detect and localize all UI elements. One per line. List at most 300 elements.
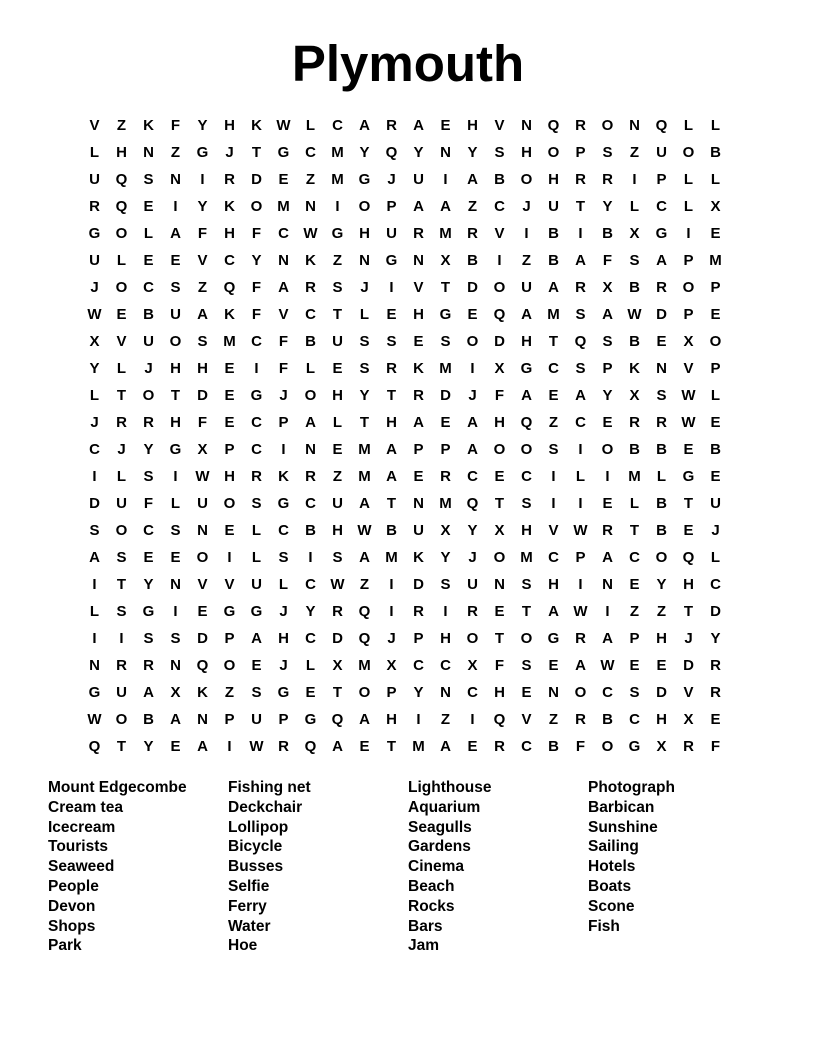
grid-letter: U [332,495,343,512]
grid-letter: R [413,387,424,404]
grid-letter: Y [359,387,370,404]
grid-letter: H [656,630,667,647]
grid-letter: C [143,522,154,539]
grid-letter: X [467,657,478,674]
grid-letter: P [629,630,640,647]
grid-letter: C [278,225,289,242]
grid-letter: O [709,333,722,350]
grid-letter: C [548,360,559,377]
grid-letter: O [115,711,128,728]
grid-letter: O [304,387,317,404]
grid-letter: O [574,684,587,701]
grid-letter: T [683,603,694,620]
grid-letter: I [524,225,529,242]
word-list-item: Cinema [408,858,464,876]
grid-letter: R [305,468,316,485]
grid-letter: L [305,657,316,674]
grid-letter: M [439,225,452,242]
grid-letter: Q [304,738,317,755]
word-list [48,778,768,956]
grid-letter: W [87,711,102,728]
grid-letter: B [143,306,154,323]
grid-letter: L [710,549,721,566]
grid-letter: C [656,198,667,215]
grid-letter: I [92,630,97,647]
word-list-item: Deckchair [228,798,303,816]
grid-letter: R [575,630,586,647]
grid-letter: S [521,576,532,593]
grid-letter: W [195,468,210,485]
grid-letter: I [470,360,475,377]
grid-letter: I [389,279,394,296]
word-list-item: Photograph [588,779,675,796]
grid-letter: E [386,306,397,323]
grid-letter: S [116,549,127,566]
grid-letter: I [92,576,97,593]
grid-letter: H [332,522,343,539]
grid-letter: R [116,657,127,674]
grid-letter: F [494,387,505,404]
grid-letter: X [170,684,181,701]
grid-letter: W [357,522,372,539]
grid-letter: N [602,576,613,593]
grid-letter: S [629,252,640,269]
grid-letter: V [197,252,208,269]
grid-letter: N [359,252,370,269]
grid-letter: N [656,360,667,377]
grid-letter: I [470,711,475,728]
grid-letter: I [308,549,313,566]
grid-letter: A [413,414,424,431]
grid-letter: D [494,333,505,350]
grid-letter: I [578,225,583,242]
grid-letter: R [467,603,478,620]
grid-letter: U [89,171,100,188]
grid-letter: S [170,522,181,539]
grid-letter: I [605,468,610,485]
grid-letter: L [251,549,262,566]
grid-letter: E [683,522,694,539]
grid-letter: G [250,387,263,404]
grid-letter: S [251,495,262,512]
grid-letter: J [279,657,288,674]
grid-letter: M [358,657,371,674]
grid-letter: G [223,603,236,620]
grid-letter: R [494,738,505,755]
word-list-item: Rocks [408,897,455,915]
grid-letter: C [467,684,478,701]
grid-letter: H [683,576,694,593]
grid-letter: S [548,441,559,458]
word-list-item: Fishing net [228,779,311,796]
grid-letter: R [386,360,397,377]
grid-letter: E [521,684,532,701]
grid-letter: S [494,144,505,161]
grid-letter: U [332,333,343,350]
grid-letter: O [601,117,614,134]
grid-letter: A [467,171,478,188]
grid-letter: C [521,468,532,485]
grid-letter: E [413,333,424,350]
grid-letter: L [710,387,721,404]
grid-letter: A [251,630,262,647]
grid-letter: N [197,522,208,539]
grid-letter: J [684,630,693,647]
grid-letter: I [578,495,583,512]
grid-letter: V [683,360,694,377]
grid-letter: W [600,657,615,674]
grid-letter: U [197,495,208,512]
grid-letter: U [656,144,667,161]
grid-letter: C [305,306,316,323]
grid-letter: O [466,630,479,647]
grid-letter: X [683,711,694,728]
grid-letter: P [386,198,397,215]
grid-letter: G [88,684,101,701]
grid-letter: U [710,495,721,512]
grid-letter: X [710,198,721,215]
grid-letter: B [710,144,721,161]
grid-letter: D [197,630,208,647]
grid-letter: J [522,198,531,215]
grid-letter: M [412,738,425,755]
grid-letter: I [281,441,286,458]
grid-letter: O [601,738,614,755]
grid-letter: Z [332,468,343,485]
word-list-item: Icecream [48,818,116,836]
grid-letter: R [251,468,262,485]
grid-letter: B [467,252,478,269]
grid-letter: U [467,576,478,593]
grid-letter: I [227,549,232,566]
grid-letter: E [332,360,343,377]
grid-letter: Q [115,198,128,215]
word-list-item: Selfie [228,877,270,895]
grid-letter: L [575,468,586,485]
grid-letter: U [386,225,397,242]
grid-letter: O [223,657,236,674]
grid-letter: N [305,441,316,458]
grid-letter: B [656,522,667,539]
grid-letter: O [115,522,128,539]
grid-letter: T [332,306,343,323]
grid-letter: E [440,117,451,134]
grid-letter: L [305,360,316,377]
grid-letter: L [629,198,640,215]
grid-letter: E [170,738,181,755]
grid-letter: P [278,711,289,728]
word-list-item: Beach [408,877,455,895]
grid-letter: Q [358,603,371,620]
grid-letter: R [413,603,424,620]
grid-letter: R [710,684,721,701]
grid-letter: S [143,630,154,647]
grid-letter: S [116,603,127,620]
word-list-item: Jam [408,937,440,955]
grid-letter: T [170,387,181,404]
grid-letter: Y [359,144,370,161]
grid-letter: O [655,549,668,566]
grid-letter: Q [682,549,695,566]
grid-letter: X [440,522,451,539]
grid-letter: M [628,468,641,485]
grid-letter: L [710,117,721,134]
grid-letter: C [251,414,262,431]
grid-letter: A [413,117,424,134]
word-list-item: Bars [408,917,443,935]
grid-letter: H [170,414,181,431]
grid-letter: G [439,306,452,323]
grid-letter: E [710,414,721,431]
grid-letter: Q [358,630,371,647]
grid-letter: M [439,495,452,512]
grid-letter: Y [143,738,154,755]
grid-letter: G [169,441,182,458]
grid-letter: I [335,198,340,215]
grid-letter: Q [493,711,506,728]
word-list-item: Fish [588,917,620,935]
grid-letter: E [629,657,640,674]
grid-letter: D [89,495,100,512]
grid-letter: L [359,306,370,323]
grid-letter: I [443,171,448,188]
grid-letter: H [440,630,451,647]
grid-letter: H [521,333,532,350]
grid-letter: R [305,279,316,296]
grid-letter: X [629,387,640,404]
word-list-item: Sailing [588,838,639,856]
grid-letter: Y [467,522,478,539]
grid-letter: H [116,144,127,161]
grid-letter: H [359,225,370,242]
grid-letter: H [386,711,397,728]
grid-letter: S [521,657,532,674]
grid-letter: A [359,711,370,728]
grid-letter: D [656,684,667,701]
grid-letter: H [224,468,235,485]
grid-letter: C [629,549,640,566]
grid-letter: J [360,279,369,296]
grid-letter: J [468,549,477,566]
grid-letter: A [359,495,370,512]
grid-letter: R [575,171,586,188]
grid-letter: B [305,333,316,350]
grid-letter: O [520,630,533,647]
grid-letter: Z [656,603,667,620]
grid-letter: C [629,711,640,728]
grid-letter: C [575,414,586,431]
grid-letter: M [358,468,371,485]
grid-letter: R [656,279,667,296]
grid-letter: L [251,522,262,539]
grid-letter: I [551,468,556,485]
grid-letter: A [197,306,208,323]
word-list-item: Hoe [228,937,258,955]
grid-letter: E [278,171,289,188]
grid-letter: G [682,468,695,485]
grid-letter: T [386,495,397,512]
grid-letter: M [520,549,533,566]
grid-letter: J [144,360,153,377]
grid-letter: E [656,657,667,674]
grid-letter: O [493,441,506,458]
grid-letter: E [710,468,721,485]
grid-letter: K [143,117,154,134]
grid-letter: Y [89,360,100,377]
grid-letter: E [143,549,154,566]
grid-letter: O [223,495,236,512]
grid-letter: A [467,441,478,458]
grid-letter: J [279,387,288,404]
grid-letter: R [143,414,154,431]
grid-letter: E [251,657,262,674]
grid-letter: C [548,549,559,566]
grid-letter: Z [305,171,316,188]
grid-letter: G [304,711,317,728]
word-list-column [228,778,408,956]
grid-letter: E [305,684,316,701]
grid-letter: C [143,279,154,296]
grid-letter: R [143,657,154,674]
grid-letter: B [494,171,505,188]
grid-letter: P [413,441,424,458]
grid-letter: Y [440,549,451,566]
grid-letter: R [656,414,667,431]
grid-letter: O [493,279,506,296]
grid-letter: S [521,495,532,512]
grid-letter: X [494,360,505,377]
grid-letter: S [602,144,613,161]
grid-letter: F [494,657,505,674]
grid-letter: A [440,738,451,755]
grid-letter: H [467,117,478,134]
grid-letter: C [602,684,613,701]
grid-letter: Z [548,711,559,728]
grid-letter: C [710,576,721,593]
word-list-item: Sunshine [588,818,658,836]
grid-letter: E [332,441,343,458]
grid-letter: I [92,468,97,485]
grid-letter: W [330,576,345,593]
grid-letter: Y [143,576,154,593]
grid-letter: B [710,441,721,458]
grid-letter: L [89,144,100,161]
word-list-item: Boats [588,877,632,895]
grid-letter: V [521,711,532,728]
grid-letter: K [305,252,316,269]
grid-letter: W [627,306,642,323]
grid-letter: I [605,603,610,620]
grid-letter: H [386,414,397,431]
grid-letter: T [629,522,640,539]
word-list-item: Bicycle [228,838,283,856]
grid-letter: N [548,684,559,701]
grid-letter: N [629,117,640,134]
grid-letter: A [602,630,613,647]
grid-letter: K [224,198,235,215]
grid-letter: B [602,225,613,242]
grid-letter: L [89,603,100,620]
grid-letter: C [278,522,289,539]
grid-letter: U [143,333,154,350]
grid-letter: F [602,252,613,269]
grid-letter: F [197,414,208,431]
grid-letter: N [170,576,181,593]
word-list-item: Shops [48,917,96,935]
grid-letter: X [602,279,613,296]
grid-letter: F [278,333,289,350]
grid-letter: E [710,225,721,242]
grid-letter: I [173,468,178,485]
grid-letter: Z [170,144,181,161]
grid-letter: O [682,279,695,296]
grid-letter: T [386,387,397,404]
grid-letter: C [440,657,451,674]
grid-letter: B [656,495,667,512]
grid-letter: B [629,333,640,350]
grid-letter: G [142,603,155,620]
grid-letter: C [467,468,478,485]
grid-letter: S [359,360,370,377]
grid-letter: H [548,576,559,593]
grid-letter: A [413,198,424,215]
grid-letter: O [358,684,371,701]
grid-letter: W [87,306,102,323]
grid-letter: B [656,441,667,458]
grid-letter: F [251,306,262,323]
grid-letter: S [575,360,586,377]
grid-letter: X [656,738,667,755]
grid-letter: Z [359,576,370,593]
grid-letter: S [440,576,451,593]
grid-letter: V [494,225,505,242]
grid-letter: N [440,144,451,161]
word-list-column [588,778,768,956]
grid-letter: D [413,576,424,593]
grid-letter: M [547,306,560,323]
grid-letter: F [251,279,262,296]
grid-letter: A [332,738,343,755]
grid-letter: T [116,738,127,755]
grid-letter: B [629,279,640,296]
grid-letter: A [197,738,208,755]
grid-letter: Y [143,441,154,458]
grid-letter: W [681,414,696,431]
grid-letter: V [197,576,208,593]
grid-letter: T [494,495,505,512]
grid-letter: V [413,279,424,296]
grid-letter: A [359,549,370,566]
grid-letter: E [224,414,235,431]
grid-letter: I [119,630,124,647]
grid-letter: R [575,279,586,296]
grid-letter: E [548,657,559,674]
grid-letter: L [332,414,343,431]
grid-letter: E [683,441,694,458]
grid-letter: V [278,306,289,323]
grid-letter: F [278,360,289,377]
grid-letter: A [305,414,316,431]
grid-letter: P [224,630,235,647]
grid-letter: Y [467,144,478,161]
grid-letter: S [602,333,613,350]
grid-letter: K [251,117,262,134]
grid-letter: I [200,171,205,188]
grid-letter: G [88,225,101,242]
grid-letter: T [548,333,559,350]
grid-letter: O [250,198,263,215]
grid-letter: L [710,171,721,188]
